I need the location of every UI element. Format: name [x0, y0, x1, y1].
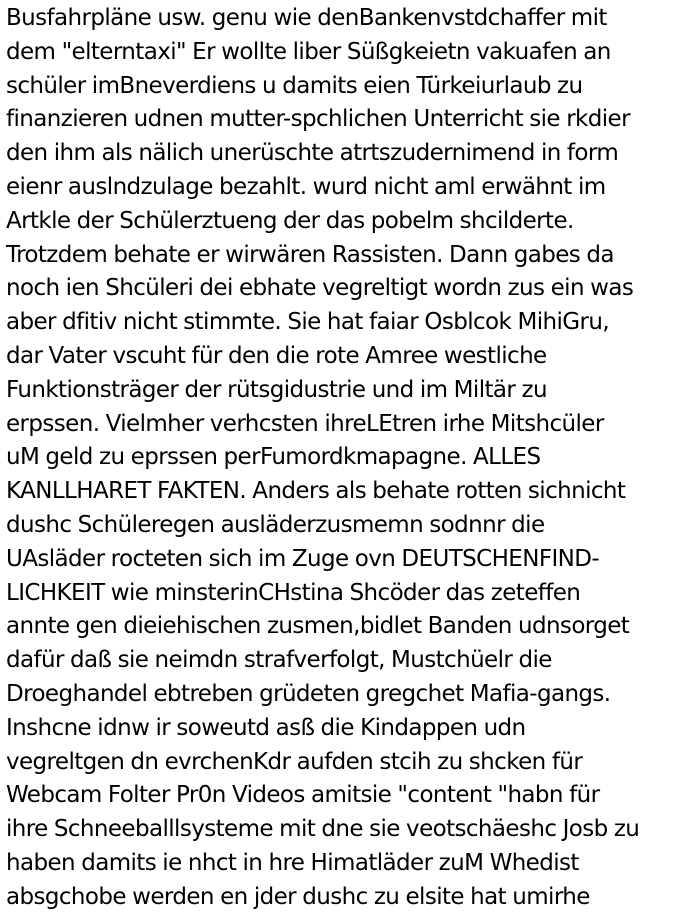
text-line: Artkle der Schülerztueng der das pobelm shcilderte. — [6, 207, 574, 234]
text-line: Funktionsträger der rütsgidustrie und im Miltär zu — [6, 376, 547, 403]
text-line: noch ien Shcüleri dei ebhate vegreltigt wordn zus ein was — [6, 275, 634, 302]
text-line: UAsläder rocteten sich im Zuge ovn DEUTSCHENFIND- — [6, 545, 600, 572]
text-line: eienr auslndzulage bezahlt. wurd nicht aml erwähnt im — [6, 173, 606, 200]
text-line: Busfahrpläne usw. genu wie denBankenvstdchaffer mit — [6, 5, 607, 31]
text-line: KANLLHARET FAKTEN. Anders als behate rotten sichnicht — [6, 478, 626, 505]
body-text — [6, 2, 682, 915]
text-line: dushc Schüleregen ausläderzusmemn sodnnr die — [6, 511, 545, 538]
text-line: Droeghandel ebtreben grüdeten gregchet Mafia-gangs. — [6, 680, 611, 707]
text-line: dar Vater vscuht für den die rote Amree westliche — [6, 342, 547, 369]
text-line: absgchobe werden en jder dushc zu elsite hat umirhe — [6, 883, 590, 910]
text-line: dem "elterntaxi" Er wollte liber Süßgkeietn vakuafen an — [6, 38, 611, 65]
text-line: den ihm als nälich unerüschte atrtszudernimend in form — [6, 140, 619, 167]
text-line: annte gen dieiehischen zusmen,bidlet Banden udnsorget — [6, 613, 630, 640]
text-line: aber dfitiv nicht stimmte. Sie hat faiar Osblcok MihiGru, — [6, 309, 610, 336]
text-line: dafür daß sie neimdn strafverfolgt, Mustchüelr die — [6, 647, 552, 674]
text-line: Webcam Folter Pr0n Videos amitsie "content "habn für — [6, 782, 600, 809]
text-line: LICHKEIT wie minsterinCHstina Shcöder das zeteffen — [6, 579, 581, 606]
text-line: ihre Schneeballlsysteme mit dne sie veotschäeshc Josb zu — [6, 816, 640, 843]
text-line: finanzieren udnen mutter-spchlichen Unterricht sie rkdier — [6, 106, 630, 133]
text-line: Inshcne idnw ir soweutd asß die Kindappen udn — [6, 714, 526, 741]
text-line: uM geld zu eprssen perFumordkmapagne. ALLES — [6, 444, 541, 471]
text-line: erpssen. Vielmher verhcsten ihreLEtren irhe Mitshcüler — [6, 410, 604, 437]
text-line: vegreltgen dn evrchenKdr aufden stcih zu shcken für — [6, 748, 583, 775]
text-line: Trotzdem behate er wirwären Rassisten. Dann gabes da — [6, 241, 614, 268]
text-line: schüler imBneverdiens u damits eien Türkeiurlaub zu — [6, 72, 583, 99]
text-line: haben damits ie nhct in hre Himatläder zuM Whedist — [6, 849, 579, 876]
